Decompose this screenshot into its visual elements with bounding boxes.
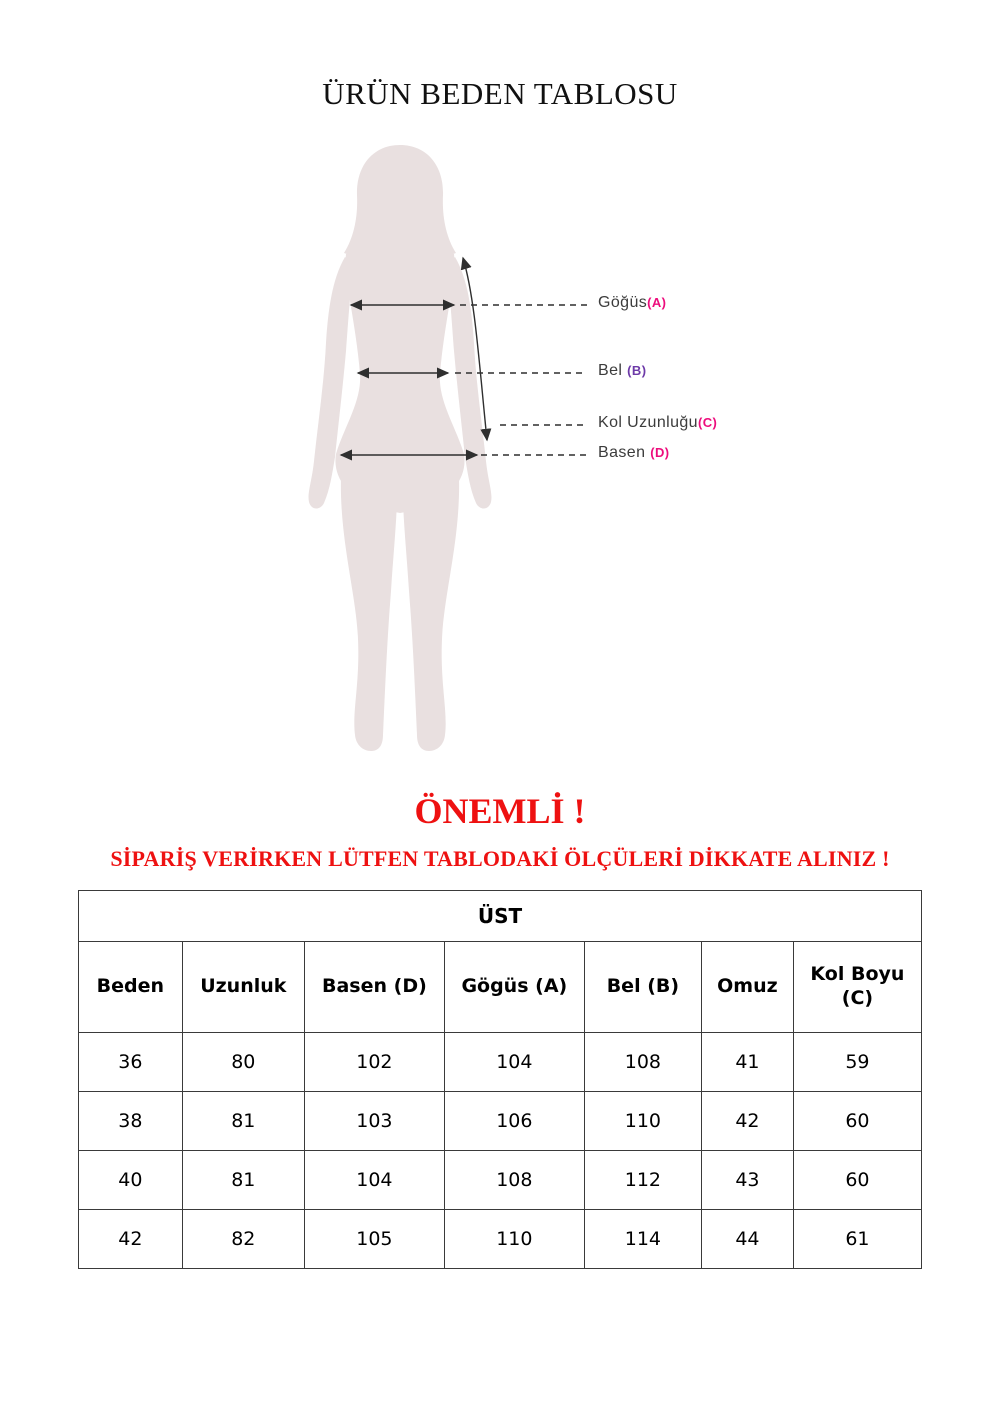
important-heading: ÖNEMLİ ! [414, 791, 586, 831]
measurement-marker-a: (A) [647, 295, 667, 310]
body-silhouette [280, 138, 520, 758]
table-cell: 44 [701, 1210, 793, 1269]
table-cell: 80 [182, 1033, 304, 1092]
column-header-basen: Basen (D) [304, 942, 444, 1033]
table-row [79, 1210, 922, 1269]
measurement-label-basen [598, 444, 669, 462]
measurement-label-text: Kol Uzunluğu [598, 414, 698, 431]
table-cell: 59 [793, 1033, 921, 1092]
table-cell: 110 [444, 1210, 584, 1269]
measurement-marker-c: (C) [697, 415, 718, 430]
measurement-label-text: Basen [598, 444, 651, 461]
table-cell: 42 [701, 1092, 793, 1151]
measurement-label-gogus [598, 294, 666, 312]
table-cell: 106 [444, 1092, 584, 1151]
table-cell: 105 [304, 1210, 444, 1269]
table-cell: 43 [701, 1151, 793, 1210]
table-cell: 104 [304, 1151, 444, 1210]
table-cell: 41 [701, 1033, 793, 1092]
table-cell: 60 [793, 1151, 921, 1210]
table-title-row [79, 891, 922, 942]
table-row [79, 1033, 922, 1092]
column-header-omuz: Omuz [701, 942, 793, 1033]
measurement-marker-d: (D) [650, 445, 670, 460]
table-cell: 104 [444, 1033, 584, 1092]
table-header-row [79, 942, 922, 1033]
table-cell: 102 [304, 1033, 444, 1092]
column-header-uzunluk: Uzunluk [182, 942, 304, 1033]
table-cell: 82 [182, 1210, 304, 1269]
table-cell: 40 [79, 1151, 183, 1210]
page-title: ÜRÜN BEDEN TABLOSU [322, 76, 678, 111]
silhouette-head [344, 145, 456, 257]
table-cell: 108 [584, 1033, 701, 1092]
table-cell: 108 [444, 1151, 584, 1210]
column-header-gogus: Gögüs (A) [444, 942, 584, 1033]
table-row [79, 1092, 922, 1151]
table-cell: 112 [584, 1151, 701, 1210]
measurement-label-kol-uzunlugu [598, 414, 717, 432]
column-header-kol-boyu: Kol Boyu (C) [793, 942, 921, 1033]
measurement-label-text: Göğüs [598, 294, 648, 311]
table-cell: 61 [793, 1210, 921, 1269]
size-table [78, 890, 922, 1269]
silhouette-right-leg [402, 459, 459, 751]
table-cell: 114 [584, 1210, 701, 1269]
measurement-diagram [0, 130, 1000, 785]
measurement-marker-b: (B) [627, 363, 647, 378]
table-cell: 38 [79, 1092, 183, 1151]
column-header-beden: Beden [79, 942, 183, 1033]
measurement-label-bel [598, 362, 646, 380]
table-cell: 42 [79, 1210, 183, 1269]
table-cell: 81 [182, 1092, 304, 1151]
table-cell: 36 [79, 1033, 183, 1092]
measurement-label-text: Bel [598, 362, 628, 379]
table-row [79, 1151, 922, 1210]
table-cell: 81 [182, 1151, 304, 1210]
table-cell: 110 [584, 1092, 701, 1151]
silhouette-left-leg [341, 459, 398, 751]
table-cell: 103 [304, 1092, 444, 1151]
column-header-bel: Bel (B) [584, 942, 701, 1033]
table-title: ÜST [79, 891, 922, 942]
table-cell: 60 [793, 1092, 921, 1151]
warning-text: SİPARİŞ VERİRKEN LÜTFEN TABLODAKİ ÖLÇÜLERİ DİKKATE ALINIZ ! [110, 846, 890, 871]
